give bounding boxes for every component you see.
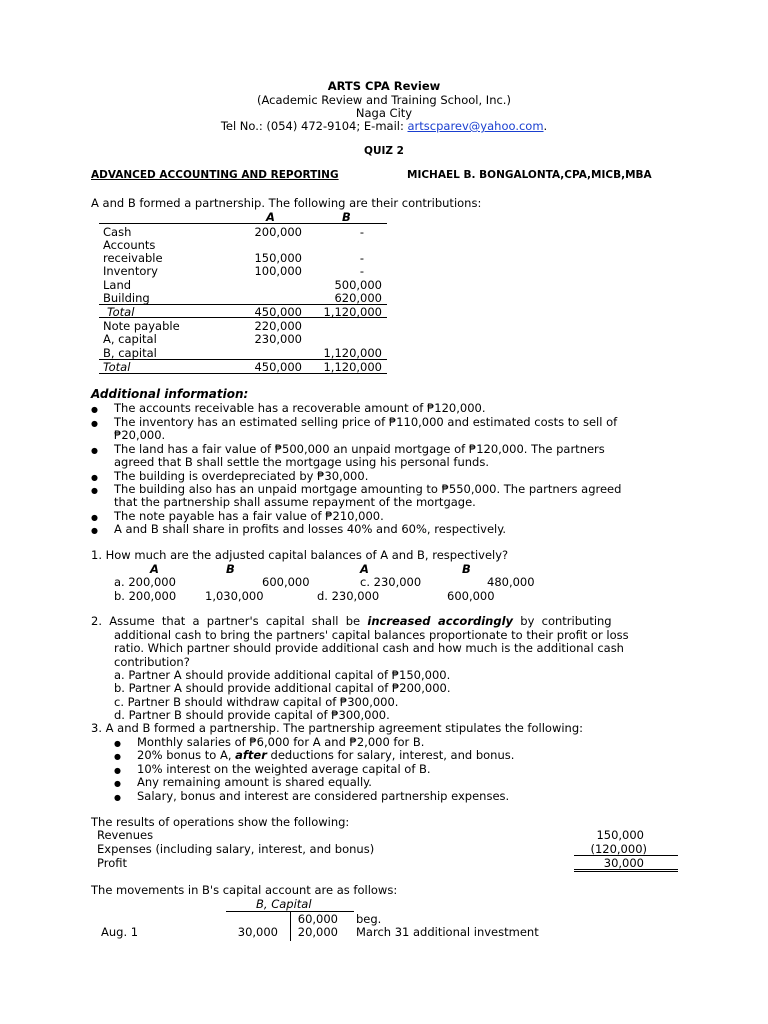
- question-text: contribution?: [114, 655, 190, 669]
- question-text: additional cash to bring the partners' capital balances proportionate to their profit or loss: [114, 628, 629, 642]
- col-header-a: A: [266, 210, 275, 224]
- stipulation: Any remaining amount is shared equally.: [137, 775, 372, 789]
- org-title: ARTS CPA Review: [327, 79, 441, 93]
- q2-pre: 2. Assume that a partner's capital shall be: [91, 614, 368, 628]
- stipulation: [137, 748, 514, 762]
- question-text: ratio. Which partner should provide additional cash and how much is the additional cash: [114, 641, 624, 655]
- author-name: MICHAEL B. BONGALONTA,CPA,MICB,MBA: [407, 169, 652, 181]
- choice-c-b: 480,000: [487, 575, 535, 589]
- email-link[interactable]: artscparev@yahoo.com: [407, 119, 544, 133]
- row-b: -: [359, 225, 364, 239]
- contact-line: [0, 119, 768, 133]
- bullet-dot: ●: [91, 473, 98, 482]
- row-a: 220,000: [254, 319, 302, 333]
- t-account-divider: [290, 911, 291, 941]
- row-a: 200,000: [254, 225, 302, 239]
- bullet-dot: ●: [91, 486, 98, 495]
- choice-header-b: B: [462, 562, 471, 576]
- row-label: Land: [103, 278, 132, 292]
- results-value: (120,000): [590, 842, 647, 856]
- bullet-dot: ●: [114, 739, 121, 748]
- results-double-rule-1: [574, 869, 678, 870]
- bullet-dot: ●: [91, 526, 98, 535]
- contact-suffix: .: [543, 119, 548, 133]
- bullet-text: The accounts receivable has a recoverable amount of ₱120,000.: [114, 401, 486, 415]
- org-fullname: (Academic Review and Training School, Inc.): [257, 93, 511, 107]
- row-label: Accounts: [103, 238, 156, 252]
- stipulation: Salary, bonus and interest are considered partnership expenses.: [137, 789, 510, 803]
- additional-info-title: Additional information:: [91, 387, 249, 401]
- col-header-b: B: [342, 210, 351, 224]
- choice-a-b: 600,000: [262, 575, 310, 589]
- subject-title: ADVANCED ACCOUNTING AND REPORTING: [91, 169, 339, 181]
- row-label: Cash: [103, 225, 132, 239]
- bullet-dot: ●: [91, 513, 98, 522]
- results-label: Profit: [97, 856, 127, 870]
- t-account-note: March 31 additional investment: [356, 925, 539, 939]
- row-b: 1,120,000: [323, 346, 382, 360]
- bullet-dot: ●: [114, 779, 121, 788]
- table-top-rule: [99, 223, 387, 224]
- row-label: Building: [103, 291, 150, 305]
- choice-c: c. 230,000: [360, 575, 422, 589]
- bullet-text: The note payable has a fair value of ₱210,000.: [114, 509, 384, 523]
- movements-title: The movements in B's capital account are as follows:: [91, 883, 398, 897]
- row-b: 500,000: [334, 278, 382, 292]
- stipulation: 10% interest on the weighted average capital of B.: [137, 762, 431, 776]
- row-label-total: Total: [103, 360, 131, 374]
- bullet-dot: ●: [114, 793, 121, 802]
- row-b: 1,120,000: [323, 360, 382, 374]
- bullet-text: The land has a fair value of ₱500,000 an unpaid mortgage of ₱120,000. The partners: [114, 442, 605, 456]
- row-a: 150,000: [254, 251, 302, 265]
- t-account-debit-date: Aug. 1: [101, 925, 139, 939]
- row-b: 1,120,000: [323, 305, 382, 319]
- t-account-credit: 60,000: [297, 912, 338, 926]
- contact-prefix: Tel No.: (054) 472-9104; E-mail:: [220, 119, 408, 133]
- t-account-debit: 30,000: [237, 925, 278, 939]
- row-a: 450,000: [254, 360, 302, 374]
- row-label-total: Total: [107, 305, 135, 319]
- bullet-text: The inventory has an estimated selling price of ₱110,000 and estimated costs to sell of: [114, 415, 618, 429]
- results-title: The results of operations show the following:: [91, 815, 350, 829]
- row-label: Note payable: [103, 319, 180, 333]
- stipulation-emphasis: after: [235, 748, 267, 762]
- bullet-text: that the partnership shall assume repayment of the mortgage.: [114, 495, 476, 509]
- city: Naga City: [355, 106, 413, 120]
- row-a: 450,000: [254, 305, 302, 319]
- row-a: 100,000: [254, 264, 302, 278]
- choice-b: b. Partner A should provide additional capital of ₱200,000.: [114, 681, 451, 695]
- choice-c: c. Partner B should withdraw capital of ₱300,000.: [114, 695, 399, 709]
- table-bottom-rule: [99, 373, 387, 374]
- bullet-dot: ●: [91, 446, 98, 455]
- stipulation-pre: 20% bonus to A,: [137, 748, 236, 762]
- bullet-text: agreed that B shall settle the mortgage using his personal funds.: [114, 455, 489, 469]
- row-a: 230,000: [254, 332, 302, 346]
- choice-header-a: A: [150, 562, 159, 576]
- quiz-title: QUIZ 2: [364, 145, 404, 157]
- results-label: Expenses (including salary, interest, and bonus): [97, 842, 375, 856]
- q2-emphasis: increased accordingly: [367, 614, 514, 628]
- question-text: [91, 614, 612, 628]
- row-b: -: [359, 251, 364, 265]
- question-text: 1. How much are the adjusted capital balances of A and B, respectively?: [91, 548, 509, 562]
- row-b: 620,000: [334, 291, 382, 305]
- choice-b: b. 200,000: [114, 589, 177, 603]
- row-label: Inventory: [103, 264, 158, 278]
- q2-post: by contributing: [513, 614, 612, 628]
- row-label: A, capital: [103, 332, 157, 346]
- choice-d: d. Partner B should provide capital of ₱300,000.: [114, 708, 390, 722]
- bullet-text: The building is overdepreciated by ₱30,000.: [114, 469, 369, 483]
- bullet-text: A and B shall share in profits and losses 40% and 60%, respectively.: [114, 522, 507, 536]
- choice-b-b: 1,030,000: [205, 589, 264, 603]
- t-account-credit: 20,000: [297, 925, 338, 939]
- stipulation: Monthly salaries of ₱6,000 for A and ₱2,000 for B.: [137, 735, 425, 749]
- results-double-rule-2: [574, 871, 678, 872]
- bullet-dot: ●: [114, 752, 121, 761]
- choice-d-b: 600,000: [447, 589, 495, 603]
- bullet-text: ₱20,000.: [114, 428, 166, 442]
- row-label: receivable: [103, 251, 163, 265]
- choice-header-b: B: [226, 562, 235, 576]
- bullet-dot: ●: [114, 766, 121, 775]
- t-account-title: B, Capital: [256, 897, 312, 911]
- table-mid-rule: [99, 317, 387, 318]
- bullet-dot: ●: [91, 419, 98, 428]
- choice-header-a: A: [360, 562, 369, 576]
- question-text: 3. A and B formed a partnership. The partnership agreement stipulates the following:: [91, 721, 584, 735]
- results-value: 150,000: [596, 828, 644, 842]
- results-label: Revenues: [97, 828, 154, 842]
- bullet-text: The building also has an unpaid mortgage amounting to ₱550,000. The partners agreed: [114, 482, 622, 496]
- stipulation-post: deductions for salary, interest, and bonus.: [266, 748, 515, 762]
- intro-text: A and B formed a partnership. The following are their contributions:: [91, 196, 482, 210]
- choice-a: a. Partner A should provide additional capital of ₱150,000.: [114, 668, 451, 682]
- t-account-note: beg.: [356, 912, 382, 926]
- row-label: B, capital: [103, 346, 157, 360]
- choice-a: a. 200,000: [114, 575, 176, 589]
- choice-d: d. 230,000: [317, 589, 380, 603]
- bullet-dot: ●: [91, 405, 98, 414]
- results-value: 30,000: [603, 856, 644, 870]
- row-b: -: [359, 264, 364, 278]
